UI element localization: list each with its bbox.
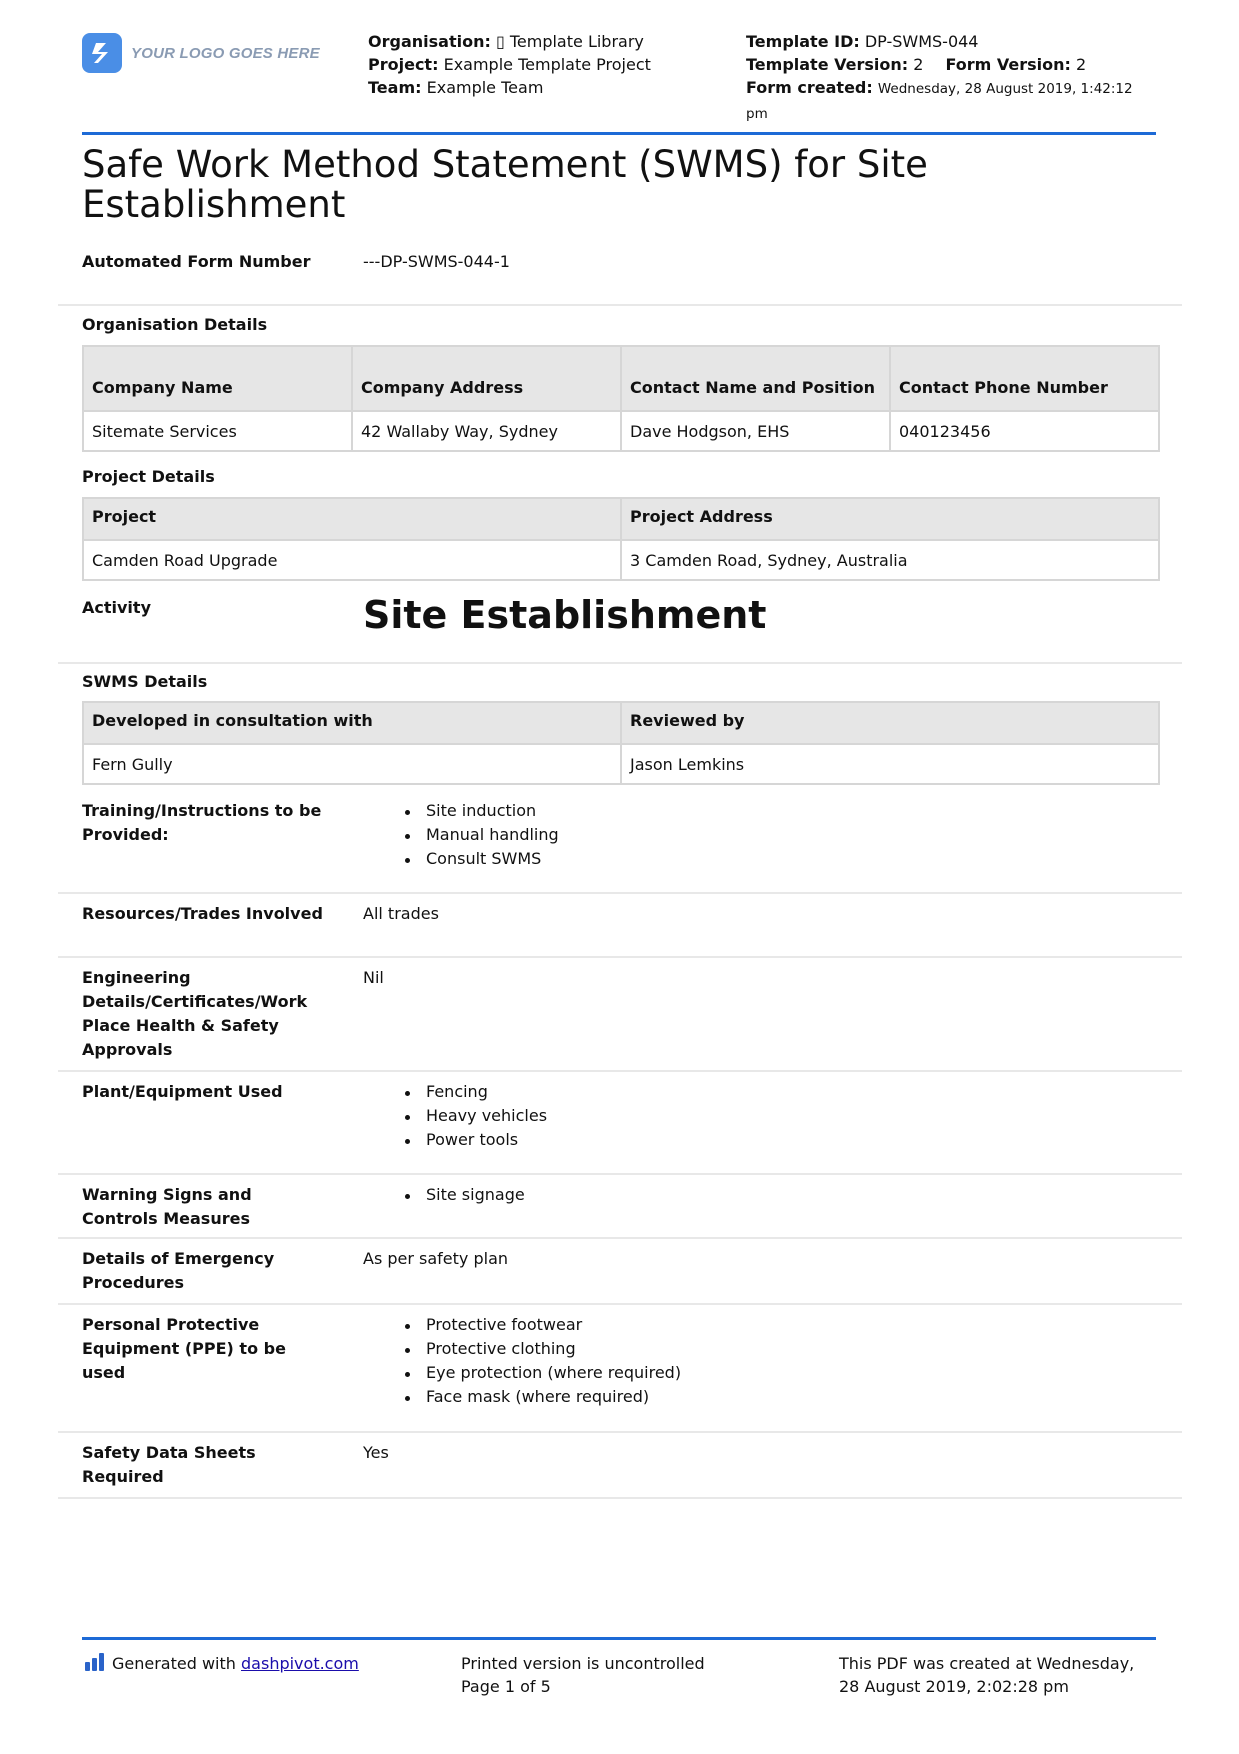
project-value: Example Template Project [443,55,651,74]
project-details-label: Project Details [82,467,215,486]
form-number-row [58,250,1182,306]
resources-row [58,902,1182,958]
plant-list [363,1080,547,1152]
form-created-label: Form created: [746,78,873,97]
header-org-info [368,30,651,99]
dashpivot-bars-icon [85,1653,104,1671]
table-row [83,744,1159,784]
form-version-label: Form Version: [945,55,1071,74]
column-header: Project [83,498,621,540]
table-cell: 42 Wallaby Way, Sydney [352,411,621,451]
table-cell: Camden Road Upgrade [83,540,621,580]
footer-generated [85,1652,359,1675]
template-id-label: Template ID: [746,32,860,51]
generated-prefix: Generated with [112,1654,236,1673]
engineering-value: Nil [363,968,384,987]
ppe-label: Personal Protective Equipment (PPE) to be used [82,1315,286,1382]
team-label: Team: [368,78,422,97]
table-cell: Fern Gully [83,744,621,784]
column-header: Developed in consultation with [83,702,621,744]
engineering-row [58,966,1182,1072]
training-label: Training/Instructions to be Provided: [82,801,322,844]
organisation-value: ▯ Template Library [495,32,644,51]
ppe-row [58,1313,1182,1433]
table-cell: 040123456 [890,411,1159,451]
emergency-row [58,1247,1182,1305]
engineering-label: Engineering Details/Certificates/Work Place Health & Safety Approvals [82,968,308,1059]
team-value: Example Team [426,78,544,97]
footer-created [839,1652,1159,1698]
page-title: Safe Work Method Statement (SWMS) for Site Establishment [82,143,928,226]
footer-divider [82,1637,1156,1640]
table-cell: 3 Camden Road, Sydney, Australia [621,540,1159,580]
sds-label: Safety Data Sheets Required [82,1443,256,1486]
table-cell: Sitemate Services [83,411,352,451]
column-header: Contact Phone Number [890,346,1159,411]
sds-row [58,1441,1182,1499]
activity-label: Activity [82,598,151,617]
list-item: Fencing [363,1080,547,1104]
organisation-details-label: Organisation Details [82,315,268,334]
template-version-label: Template Version: [746,55,909,74]
training-list [363,799,559,871]
dashpivot-link[interactable]: dashpivot.com [241,1654,359,1673]
emergency-value: As per safety plan [363,1249,509,1268]
resources-value: All trades [363,904,439,923]
list-item: Eye protection (where required) [363,1361,681,1385]
table-cell: Dave Hodgson, EHS [621,411,890,451]
table-header-row [83,346,1159,411]
form-number-value: ---DP-SWMS-044-1 [363,252,510,271]
list-item: Protective footwear [363,1313,681,1337]
page-header [82,28,1156,132]
column-header: Company Name [83,346,352,411]
table-header-row [83,498,1159,540]
organisation-label: Organisation: [368,32,491,51]
list-item: Manual handling [363,823,559,847]
table-cell: Jason Lemkins [621,744,1159,784]
plant-label: Plant/Equipment Used [82,1082,283,1101]
table-row [83,540,1159,580]
swms-details-table [82,701,1160,785]
page-line: Page 1 of 5 [461,1677,551,1696]
form-created-value: Wednesday, 28 August 2019, 1:42:12 pm [746,81,1133,122]
project-label: Project: [368,55,439,74]
column-header: Reviewed by [621,702,1159,744]
list-item: Consult SWMS [363,847,559,871]
table-row [83,411,1159,451]
list-item: Site signage [363,1183,525,1207]
emergency-label: Details of Emergency Procedures [82,1249,275,1292]
plant-row [58,1080,1182,1175]
header-template-info [746,30,1156,126]
form-version-value: 2 [1075,55,1087,74]
list-item: Protective clothing [363,1337,681,1361]
sds-value: Yes [363,1443,389,1462]
swms-details-label: SWMS Details [82,672,208,691]
column-header: Contact Name and Position [621,346,890,411]
template-version-value: 2 [913,55,924,74]
printed-line: Printed version is uncontrolled [461,1654,705,1673]
table-header-row [83,702,1159,744]
logo-icon [82,33,122,73]
template-id-value: DP-SWMS-044 [864,32,979,51]
column-header: Company Address [352,346,621,411]
company-logo [82,33,320,73]
list-item: Face mask (where required) [363,1385,681,1409]
warning-row [58,1183,1182,1239]
created-line: This PDF was created at Wednesday, 28 August 2019, 2:02:28 pm [839,1654,1135,1696]
project-details-table [82,497,1160,581]
header-divider [82,132,1156,135]
activity-value: Site Establishment [363,593,767,637]
list-item: Power tools [363,1128,547,1152]
warning-list [363,1183,525,1207]
warning-label: Warning Signs and Controls Measures [82,1185,252,1228]
training-row [58,799,1182,894]
resources-label: Resources/Trades Involved [82,904,323,923]
organisation-details-table [82,345,1160,452]
column-header: Project Address [621,498,1159,540]
ppe-list [363,1313,681,1409]
footer-printed [461,1652,705,1698]
list-item: Site induction [363,799,559,823]
form-number-label: Automated Form Number [82,252,311,271]
list-item: Heavy vehicles [363,1104,547,1128]
logo-text: YOUR LOGO GOES HERE [131,44,320,62]
